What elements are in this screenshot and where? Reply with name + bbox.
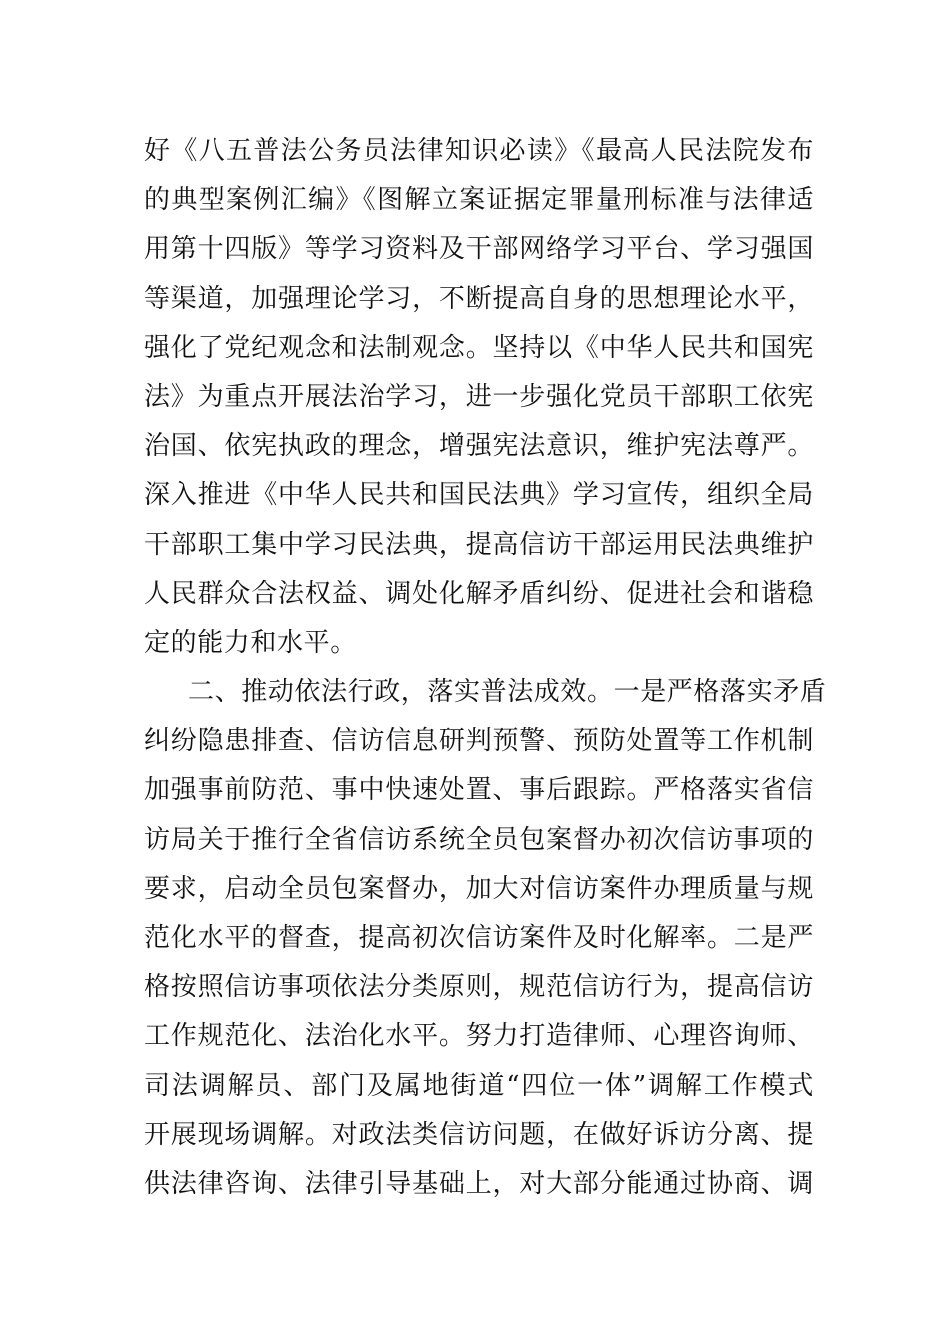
text-line: 的典型案例汇编》《图解立案证据定罪量刑标准与法律适	[144, 185, 814, 216]
text-line: 深入推进《中华人民共和国民法典》学习宣传，组织全局	[144, 480, 814, 511]
text-line: 开展现场调解。对政法类信访问题，在做好诉访分离、提	[144, 1119, 814, 1150]
text-line: 要求，启动全员包案督办，加大对信访案件办理质量与规	[144, 873, 814, 904]
text-line: 人民群众合法权益、调处化解矛盾纠纷、促进社会和谐稳	[144, 578, 814, 609]
text-line: 治国、依宪执政的理念，增强宪法意识，维护宪法尊严。	[144, 431, 814, 462]
text-line: 司法调解员、部门及属地街道“四位一体”调解工作模式	[144, 1070, 814, 1101]
text-line: 用第十四版》等学习资料及干部网络学习平台、学习强国	[144, 234, 814, 265]
text-line: 强化了党纪观念和法制观念。坚持以《中华人民共和国宪	[144, 332, 814, 363]
text-line: 加强事前防范、事中快速处置、事后跟踪。严格落实省信	[144, 775, 814, 806]
text-line: 格按照信访事项依法分类原则，规范信访行为，提高信访	[144, 972, 814, 1003]
body-text	[144, 127, 827, 1209]
text-line: 法》为重点开展法治学习，进一步强化党员干部职工依宪	[144, 381, 814, 412]
text-line: 访局关于推行全省信访系统全员包案督办初次信访事项的	[144, 824, 814, 855]
paragraph-start-line: 二、推动依法行政，落实普法成效。一是严格落实矛盾	[188, 677, 827, 708]
paragraph-end-line: 定的能力和水平。	[144, 627, 357, 658]
text-line: 纠纷隐患排查、信访信息研判预警、预防处置等工作机制	[144, 726, 814, 757]
text-line: 工作规范化、法治化水平。努力打造律师、心理咨询师、	[144, 1021, 814, 1052]
text-line: 范化水平的督查，提高初次信访案件及时化解率。二是严	[144, 923, 814, 953]
text-line: 干部职工集中学习民法典，提高信访干部运用民法典维护	[144, 529, 814, 560]
text-line: 等渠道，加强理论学习，不断提高自身的思想理论水平，	[144, 283, 814, 314]
text-line: 供法律咨询、法律引导基础上，对大部分能通过协商、调	[144, 1168, 814, 1199]
text-line: 好《八五普法公务员法律知识必读》《最高人民法院发布	[144, 136, 814, 166]
